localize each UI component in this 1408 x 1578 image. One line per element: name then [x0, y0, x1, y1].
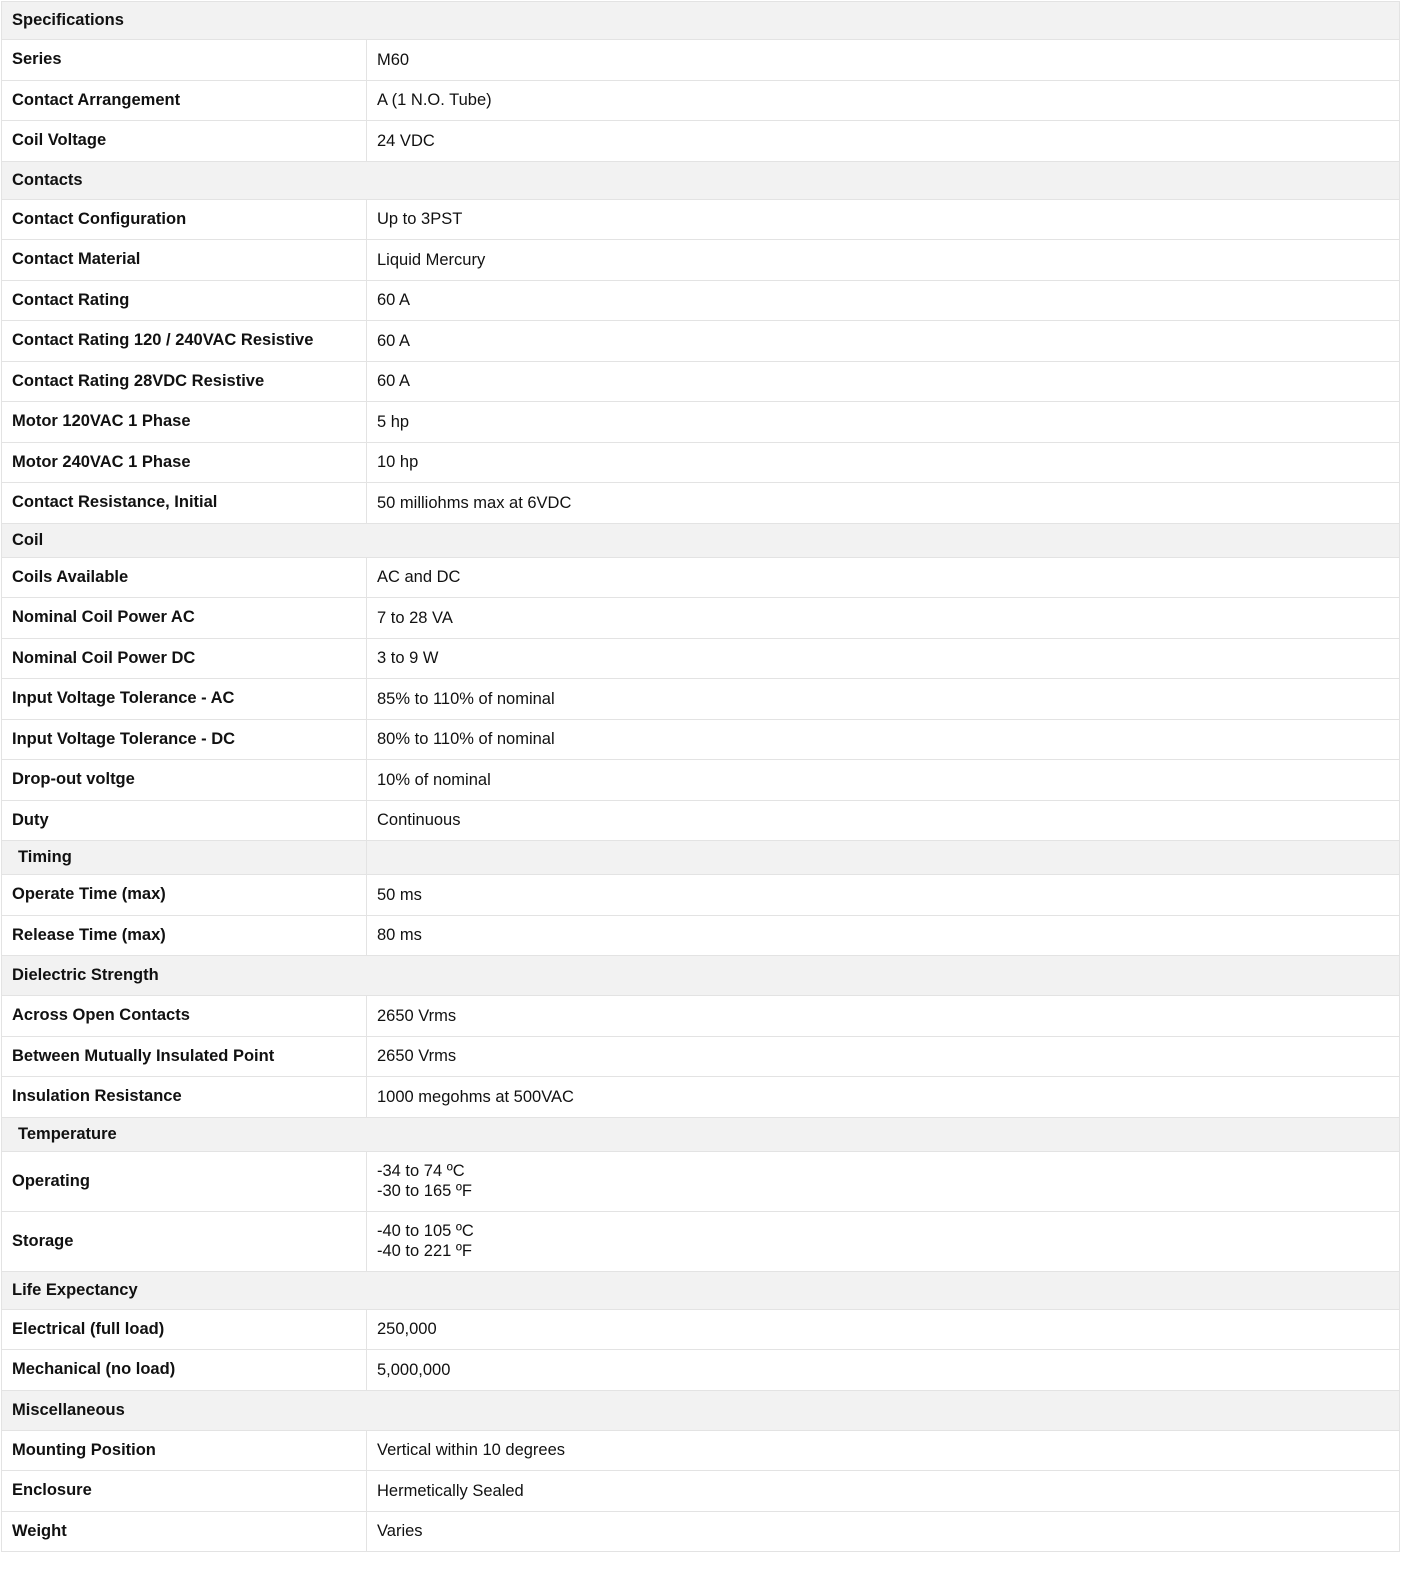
spec-value	[367, 483, 1400, 524]
spec-value-line: 80% to 110% of nominal	[377, 730, 555, 749]
section-title: Specifications	[2, 2, 1400, 40]
section-title: Coil	[2, 523, 1400, 557]
spec-value	[367, 442, 1400, 483]
spec-value	[367, 1211, 1400, 1271]
spec-row	[2, 1077, 1400, 1118]
spec-value	[367, 1151, 1400, 1211]
specifications-table-body	[2, 2, 1400, 1552]
spec-row	[2, 760, 1400, 801]
spec-value	[367, 679, 1400, 720]
spec-value-line: AC and DC	[377, 568, 461, 587]
section-header-row	[2, 2, 1400, 40]
spec-label: Coil Voltage	[2, 121, 367, 162]
spec-row	[2, 679, 1400, 720]
section-title: Miscellaneous	[2, 1390, 1400, 1430]
spec-value-line: M60	[377, 50, 410, 69]
spec-label: Nominal Coil Power DC	[2, 638, 367, 679]
spec-value-line: 60 A	[377, 372, 411, 391]
section-title: Contacts	[2, 161, 1400, 199]
spec-value	[367, 280, 1400, 321]
spec-label: Contact Rating 120 / 240VAC Resistive	[2, 321, 367, 362]
spec-value-line: 85% to 110% of nominal	[377, 689, 555, 708]
spec-label: Contact Rating	[2, 280, 367, 321]
spec-value-line: Up to 3PST	[377, 210, 463, 229]
spec-label: Motor 120VAC 1 Phase	[2, 402, 367, 443]
spec-value-line: 5 hp	[377, 412, 410, 431]
spec-value-line: 10% of nominal	[377, 770, 491, 789]
spec-value	[367, 1036, 1400, 1077]
spec-value-line: Continuous	[377, 811, 461, 830]
spec-label: Contact Configuration	[2, 199, 367, 240]
spec-value-line: Vertical within 10 degrees	[377, 1441, 566, 1460]
spec-value-line: 5,000,000	[377, 1360, 451, 1379]
spec-row	[2, 598, 1400, 639]
spec-label: Storage	[2, 1211, 367, 1271]
spec-label: Mechanical (no load)	[2, 1350, 367, 1391]
spec-label: Contact Arrangement	[2, 80, 367, 121]
spec-row	[2, 1511, 1400, 1552]
section-title: Temperature	[2, 1117, 1400, 1151]
spec-label: Mounting Position	[2, 1430, 367, 1471]
spec-value	[367, 557, 1400, 598]
spec-row	[2, 80, 1400, 121]
spec-value	[367, 800, 1400, 841]
spec-value-line: -40 to 105 ºC	[377, 1222, 474, 1240]
spec-value	[367, 321, 1400, 362]
section-header-row	[2, 161, 1400, 199]
spec-row	[2, 1211, 1400, 1271]
spec-value-line: 7 to 28 VA	[377, 608, 453, 627]
spec-value	[367, 719, 1400, 760]
spec-value-line: 50 milliohms max at 6VDC	[377, 493, 572, 512]
spec-row	[2, 361, 1400, 402]
spec-label: Across Open Contacts	[2, 996, 367, 1037]
spec-value-line: A (1 N.O. Tube)	[377, 91, 492, 110]
spec-label: Coils Available	[2, 557, 367, 598]
spec-value-line: 10 hp	[377, 453, 419, 472]
spec-label: Between Mutually Insulated Point	[2, 1036, 367, 1077]
spec-value	[367, 80, 1400, 121]
spec-value-line: Varies	[377, 1522, 423, 1541]
spec-label: Duty	[2, 800, 367, 841]
section-header-row	[2, 523, 1400, 557]
spec-value	[367, 598, 1400, 639]
section-title: Timing	[2, 841, 367, 875]
spec-value	[367, 1430, 1400, 1471]
spec-value-line: 1000 megohms at 500VAC	[377, 1087, 574, 1106]
spec-value-line: 60 A	[377, 291, 411, 310]
spec-label: Series	[2, 40, 367, 81]
spec-row	[2, 875, 1400, 916]
spec-label: Drop-out voltge	[2, 760, 367, 801]
spec-value	[367, 915, 1400, 956]
section-title: Life Expectancy	[2, 1271, 1400, 1309]
section-header-row	[2, 1117, 1400, 1151]
spec-row	[2, 121, 1400, 162]
spec-row	[2, 402, 1400, 443]
spec-value	[367, 875, 1400, 916]
spec-row	[2, 321, 1400, 362]
spec-value	[367, 1309, 1400, 1350]
spec-label: Release Time (max)	[2, 915, 367, 956]
spec-row	[2, 240, 1400, 281]
spec-value-line: -40 to 221 ºF	[377, 1242, 472, 1260]
spec-row	[2, 719, 1400, 760]
specifications-table	[1, 1, 1400, 1552]
spec-label: Input Voltage Tolerance - AC	[2, 679, 367, 720]
spec-row	[2, 1151, 1400, 1211]
section-title-empty-cell	[367, 841, 1400, 875]
spec-row	[2, 1309, 1400, 1350]
spec-label: Input Voltage Tolerance - DC	[2, 719, 367, 760]
spec-row	[2, 915, 1400, 956]
spec-value-line: 3 to 9 W	[377, 649, 439, 668]
spec-row	[2, 483, 1400, 524]
section-header-row	[2, 1271, 1400, 1309]
spec-value-line: -34 to 74 ºC	[377, 1162, 465, 1180]
spec-label: Contact Material	[2, 240, 367, 281]
spec-value-line: 80 ms	[377, 926, 422, 945]
spec-row	[2, 638, 1400, 679]
spec-row	[2, 1471, 1400, 1512]
section-header-row	[2, 956, 1400, 996]
spec-value-line: 24 VDC	[377, 131, 435, 150]
spec-value-line: Hermetically Sealed	[377, 1481, 524, 1500]
spec-value	[367, 638, 1400, 679]
spec-label: Insulation Resistance	[2, 1077, 367, 1118]
spec-value	[367, 199, 1400, 240]
spec-value	[367, 1511, 1400, 1552]
spec-label: Nominal Coil Power AC	[2, 598, 367, 639]
spec-value-line: 2650 Vrms	[377, 1047, 457, 1066]
spec-label: Motor 240VAC 1 Phase	[2, 442, 367, 483]
section-header-row	[2, 1390, 1400, 1430]
spec-value-line: -30 to 165 ºF	[377, 1182, 472, 1200]
spec-value-line: 60 A	[377, 331, 411, 350]
spec-row	[2, 1430, 1400, 1471]
section-title: Dielectric Strength	[2, 956, 1400, 996]
spec-value	[367, 402, 1400, 443]
spec-label: Enclosure	[2, 1471, 367, 1512]
spec-label: Electrical (full load)	[2, 1309, 367, 1350]
spec-row	[2, 199, 1400, 240]
spec-value-line: Liquid Mercury	[377, 250, 486, 269]
spec-value	[367, 1077, 1400, 1118]
spec-row	[2, 280, 1400, 321]
spec-value	[367, 996, 1400, 1037]
spec-label: Contact Rating 28VDC Resistive	[2, 361, 367, 402]
spec-row	[2, 442, 1400, 483]
spec-row	[2, 996, 1400, 1037]
spec-row	[2, 40, 1400, 81]
spec-row	[2, 557, 1400, 598]
spec-row	[2, 1350, 1400, 1391]
section-header-row	[2, 841, 1400, 875]
spec-value	[367, 121, 1400, 162]
spec-value	[367, 40, 1400, 81]
spec-label: Weight	[2, 1511, 367, 1552]
spec-row	[2, 1036, 1400, 1077]
spec-value-line: 2650 Vrms	[377, 1006, 457, 1025]
spec-value	[367, 361, 1400, 402]
spec-label: Operating	[2, 1151, 367, 1211]
spec-value	[367, 1350, 1400, 1391]
spec-value-line: 250,000	[377, 1320, 437, 1339]
spec-row	[2, 800, 1400, 841]
spec-value	[367, 240, 1400, 281]
spec-value	[367, 1471, 1400, 1512]
spec-label: Contact Resistance, Initial	[2, 483, 367, 524]
spec-label: Operate Time (max)	[2, 875, 367, 916]
spec-value	[367, 760, 1400, 801]
spec-value-line: 50 ms	[377, 885, 422, 904]
